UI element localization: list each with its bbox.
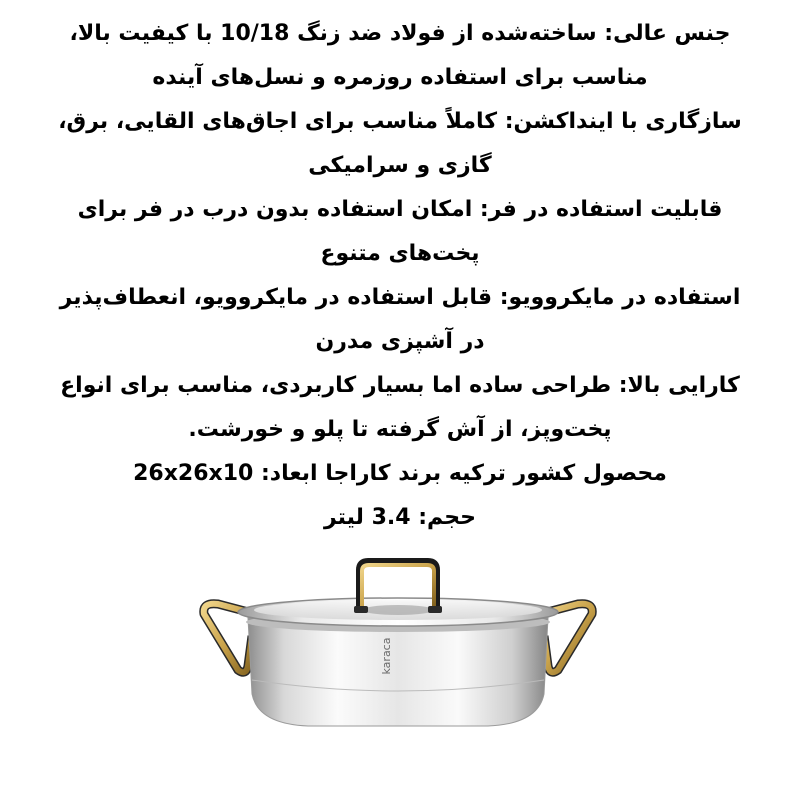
description-line: کارایی بالا: طراحی ساده اما بسیار کاربردی، مناسب برای انواع: [60, 373, 740, 398]
brand-logo: karaca: [380, 637, 393, 675]
description-line: پخت‌وپز، از آش گرفته تا پلو و خورشت.: [188, 417, 612, 442]
description-line: حجم: 3.4 لیتر: [324, 505, 476, 530]
description-line: گازی و سرامیکی: [308, 153, 492, 178]
product-description: [30, 12, 770, 540]
description-line: استفاده در مایکروویو: قابل استفاده در مایکروویو، انعطاف‌پذیر: [59, 285, 741, 310]
description-line: پخت‌های متنوع: [320, 241, 480, 266]
description-line: محصول کشور ترکیه برند کاراجا ابعاد: 26x26x10: [133, 461, 667, 486]
pot-body: [248, 618, 548, 726]
description-line: در آشپزی مدرن: [315, 329, 485, 354]
description-line: جنس عالی: ساخته‌شده از فولاد ضد زنگ 10/18 با کیفیت بالا،: [69, 21, 731, 46]
pot-image: [178, 552, 618, 730]
description-line: سازگاری با اینداکشن: کاملاً مناسب برای اجاق‌های القایی، برق،: [58, 109, 742, 134]
description-line: مناسب برای استفاده روزمره و نسل‌های آینده: [152, 65, 648, 90]
description-line: قابلیت استفاده در فر: امکان استفاده بدون درب در فر برای: [77, 197, 723, 222]
